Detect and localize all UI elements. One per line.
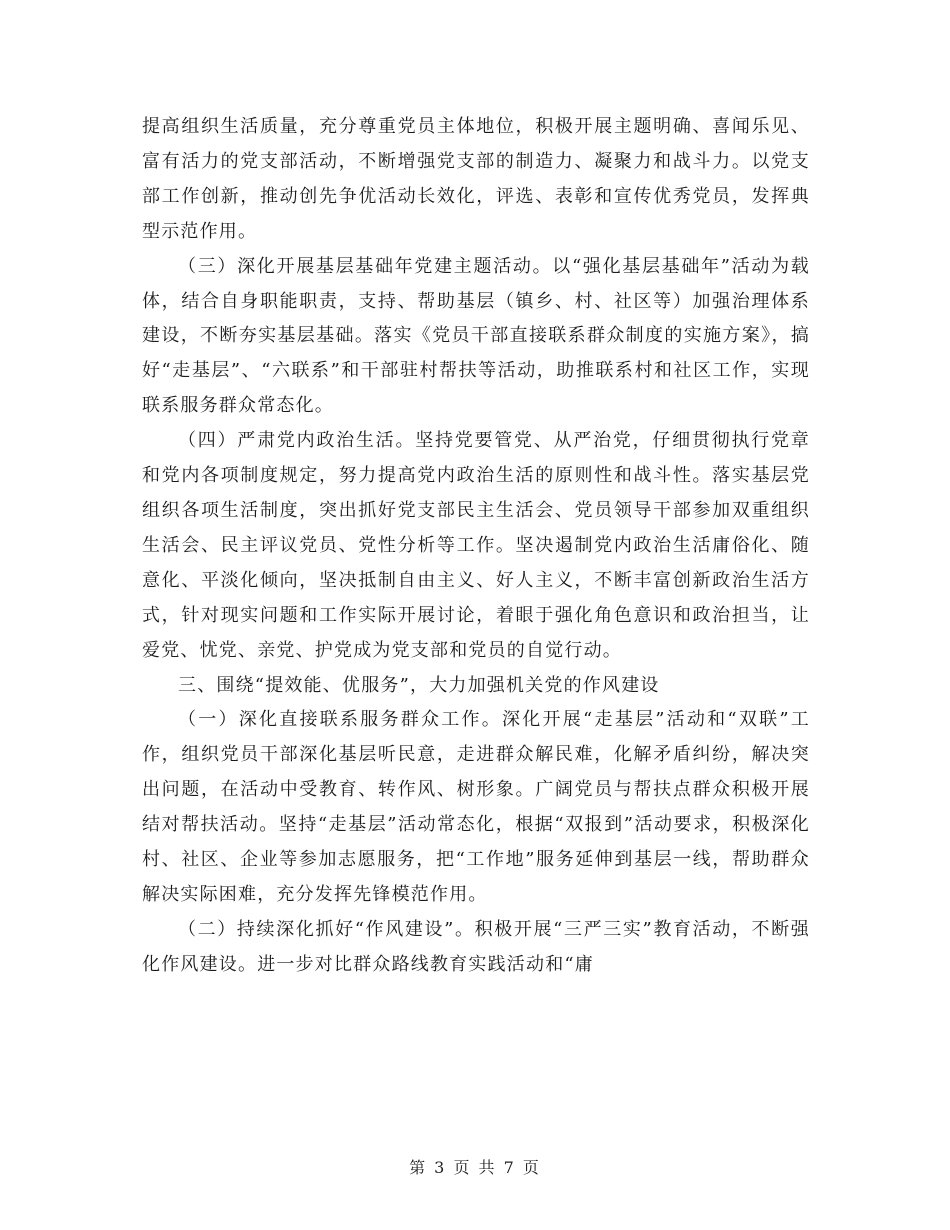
paragraph-2: （三）深化开展基层基础年党建主题活动。以“强化基层基础年”活动为载体，结合自身职能职责，支持、帮助基层（镇乡、村、社区等）加强治理体系建设，不断夯实基层基础。落实《党员干部直接联系群众制度的实施方案》，搞好“走基层”、“六联系”和干部驻村帮扶等活动，助推联系村和社区工作，实现联系服务群众常态化。 [142,255,810,417]
page-number-footer: 第 3 页 共 7 页 [409,1158,541,1177]
paragraph-5: （二）持续深化抓好“作风建设”。积极开展“三严三实”教育活动，不断强化作风建设。进一步对比群众路线教育实践活动和“庸 [142,918,810,975]
paragraph-1: 提高组织生活质量，充分尊重党员主体地位，积极开展主题明确、喜闻乐见、富有活力的党支部活动，不断增强党支部的制造力、凝聚力和战斗力。以党支部工作创新，推动创先争优活动长效化，评选、表彰和宣传优秀党员，发挥典型示范作用。 [142,116,810,242]
document-body [142,110,810,983]
paragraph-4: （一）深化直接联系服务群众工作。深化开展“走基层”活动和“双联”工作，组织党员干部深化基层听民意，走进群众解民难，化解矛盾纠纷，解决突出问题，在活动中受教育、转作风、树形象。广阔党员与帮扶点群众积极开展结对帮扶活动。坚持“走基层”活动常态化，根据“双报到”活动要求，积极深化村、社区、企业等参加志愿服务，把“工作地”服务延伸到基层一线，帮助群众解决实际困难，充分发挥先锋模范作用。 [142,709,810,905]
section-heading: 三、围绕“提效能、优服务”，大力加强机关党的作风建设 [178,674,660,696]
paragraph-3: （四）严肃党内政治生活。坚持党要管党、从严治党，仔细贯彻执行党章和党内各项制度规定，努力提高党内政治生活的原则性和战斗性。落实基层党组织各项生活制度，突出抓好党支部民主生活会、党员领导干部参加双重组织生活会、民主评议党员、党性分析等工作。坚决遏制党内政治生活庸俗化、随意化、平淡化倾向，坚决抵制自由主义、好人主义，不断丰富创新政治生活方式，针对现实问题和工作实际开展讨论，着眼于强化角色意识和政治担当，让爱党、忧党、亲党、护党成为党支部和党员的自觉行动。 [142,430,810,661]
